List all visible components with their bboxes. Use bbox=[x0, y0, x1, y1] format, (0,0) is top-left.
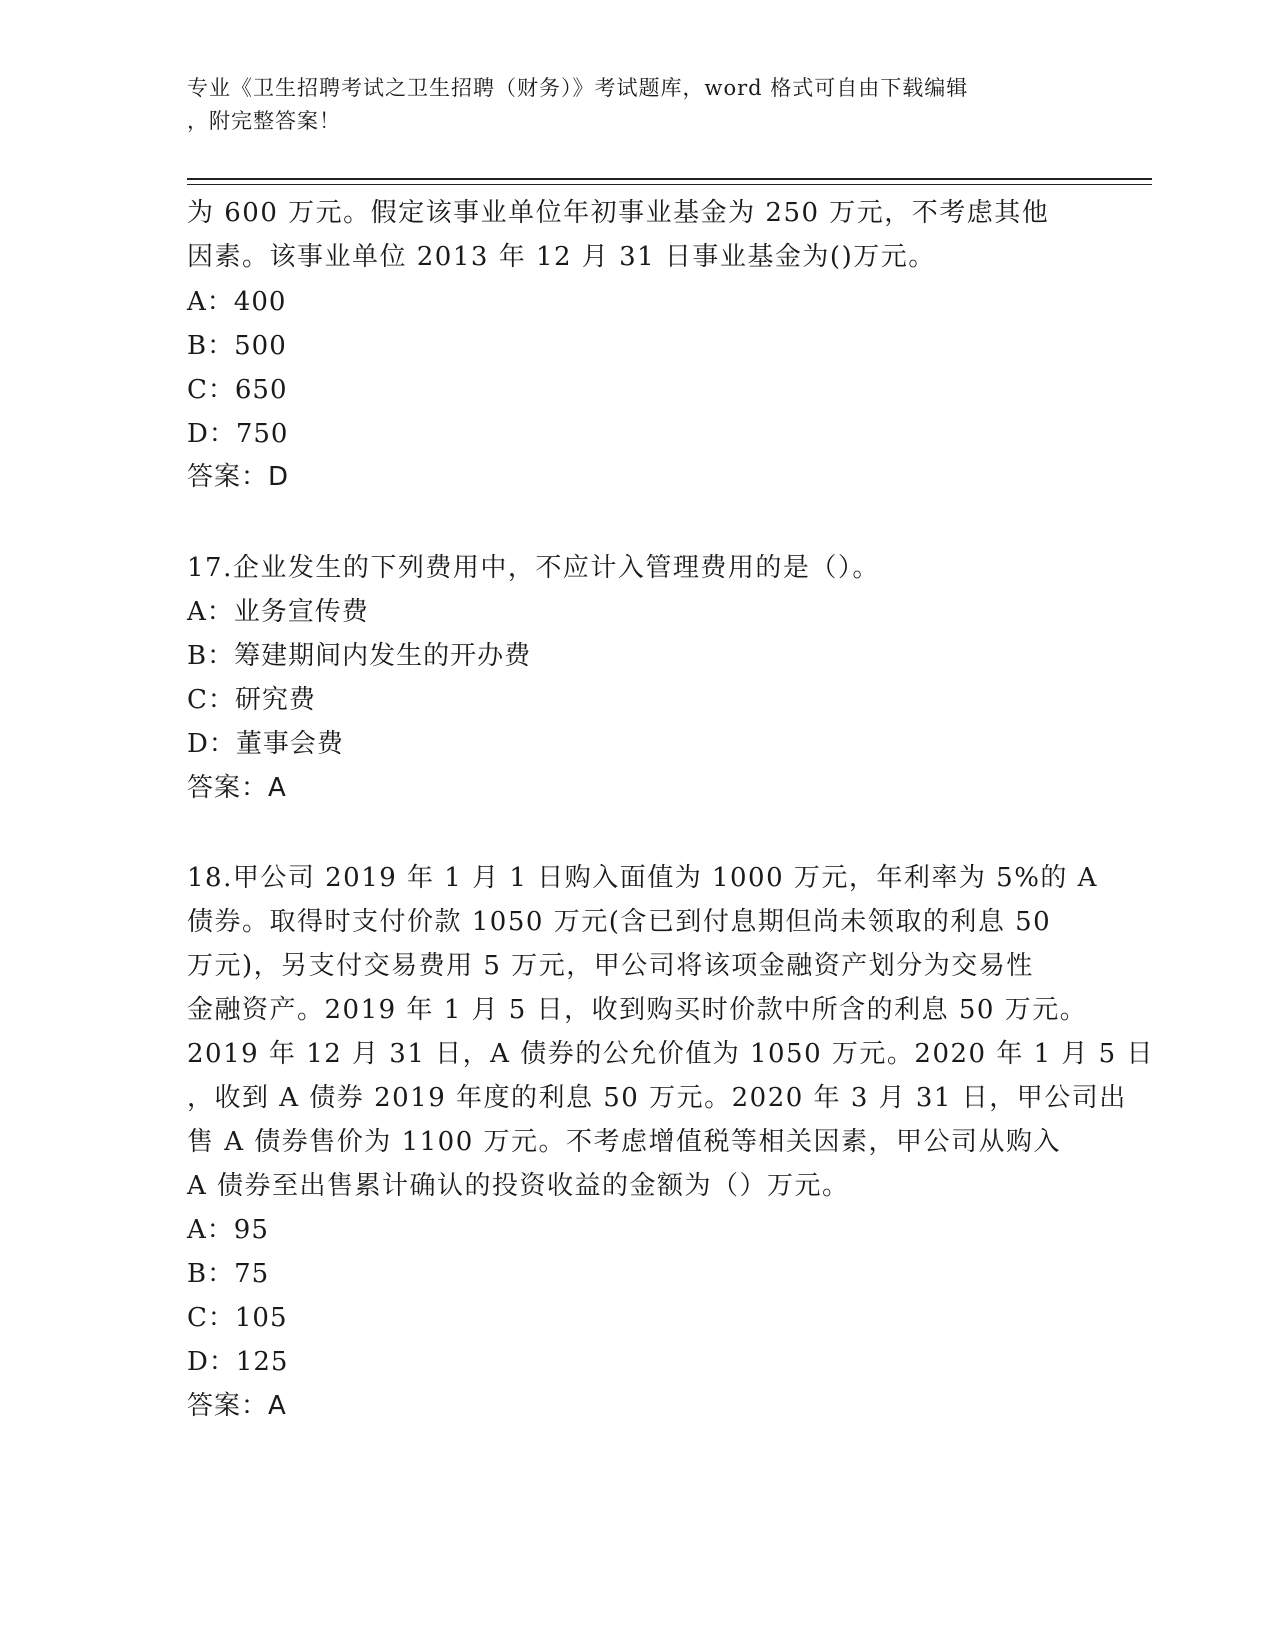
q18-answer: 答案：A bbox=[187, 1391, 287, 1421]
q16-answer: 答案：D bbox=[187, 462, 290, 492]
q18-stem-line-3: 万元)，另支付交易费用 5 万元，甲公司将该项金融资产划分为交易性 bbox=[187, 951, 1034, 981]
q18-stem-line-2: 债券。取得时支付价款 1050 万元(含已到付息期但尚未领取的利息 50 bbox=[187, 907, 1052, 937]
header-line-2: ，附完整答案！ bbox=[187, 109, 341, 133]
q17-option-d: D：董事会费 bbox=[187, 729, 344, 759]
q16-stem-line-2: 因素。该事业单位 2013 年 12 月 31 日事业基金为()万元。 bbox=[187, 242, 936, 272]
q17-option-b: B：筹建期间内发生的开办费 bbox=[187, 641, 532, 671]
document-header bbox=[187, 72, 1067, 138]
q18-option-a: A：95 bbox=[187, 1215, 269, 1245]
header-line-1: 专业《卫生招聘考试之卫生招聘（财务）》考试题库，word 格式可自由下载编辑 bbox=[187, 76, 969, 100]
q16-stem-line-1: 为 600 万元。假定该事业单位年初事业基金为 250 万元，不考虑其他 bbox=[187, 198, 1050, 228]
q18-option-c: C：105 bbox=[187, 1303, 288, 1333]
q17-stem-line-1: 17.企业发生的下列费用中，不应计入管理费用的是（）。 bbox=[187, 553, 880, 583]
header-divider-thin bbox=[187, 184, 1152, 185]
q16-option-a: A：400 bbox=[187, 287, 287, 317]
q17-answer: 答案：A bbox=[187, 773, 287, 803]
header-divider-thick bbox=[187, 178, 1152, 180]
q18-stem-line-4: 金融资产。2019 年 1 月 5 日，收到购买时价款中所含的利息 50 万元。 bbox=[187, 995, 1088, 1025]
q18-stem-line-7: 售 A 债券售价为 1100 万元。不考虑增值税等相关因素，甲公司从购入 bbox=[187, 1127, 1062, 1157]
q16-option-b: B：500 bbox=[187, 331, 287, 361]
q18-option-d: D：125 bbox=[187, 1347, 289, 1377]
q18-stem-line-6: ，收到 A 债券 2019 年度的利息 50 万元。2020 年 3 月 31 日，甲公司出 bbox=[187, 1083, 1127, 1113]
q18-option-b: B：75 bbox=[187, 1259, 270, 1289]
q18-stem-line-1: 18.甲公司 2019 年 1 月 1 日购入面值为 1000 万元，年利率为 5%的 A bbox=[187, 863, 1098, 893]
q16-option-d: D：750 bbox=[187, 419, 289, 449]
q17-option-a: A：业务宣传费 bbox=[187, 597, 369, 627]
q18-stem-line-8: A 债券至出售累计确认的投资收益的金额为（）万元。 bbox=[187, 1171, 850, 1201]
q17-option-c: C：研究费 bbox=[187, 685, 316, 715]
q16-option-c: C：650 bbox=[187, 375, 288, 405]
q18-stem-line-5: 2019 年 12 月 31 日，A 债券的公允价值为 1050 万元。2020 年 1 月 5 日 bbox=[187, 1039, 1154, 1069]
